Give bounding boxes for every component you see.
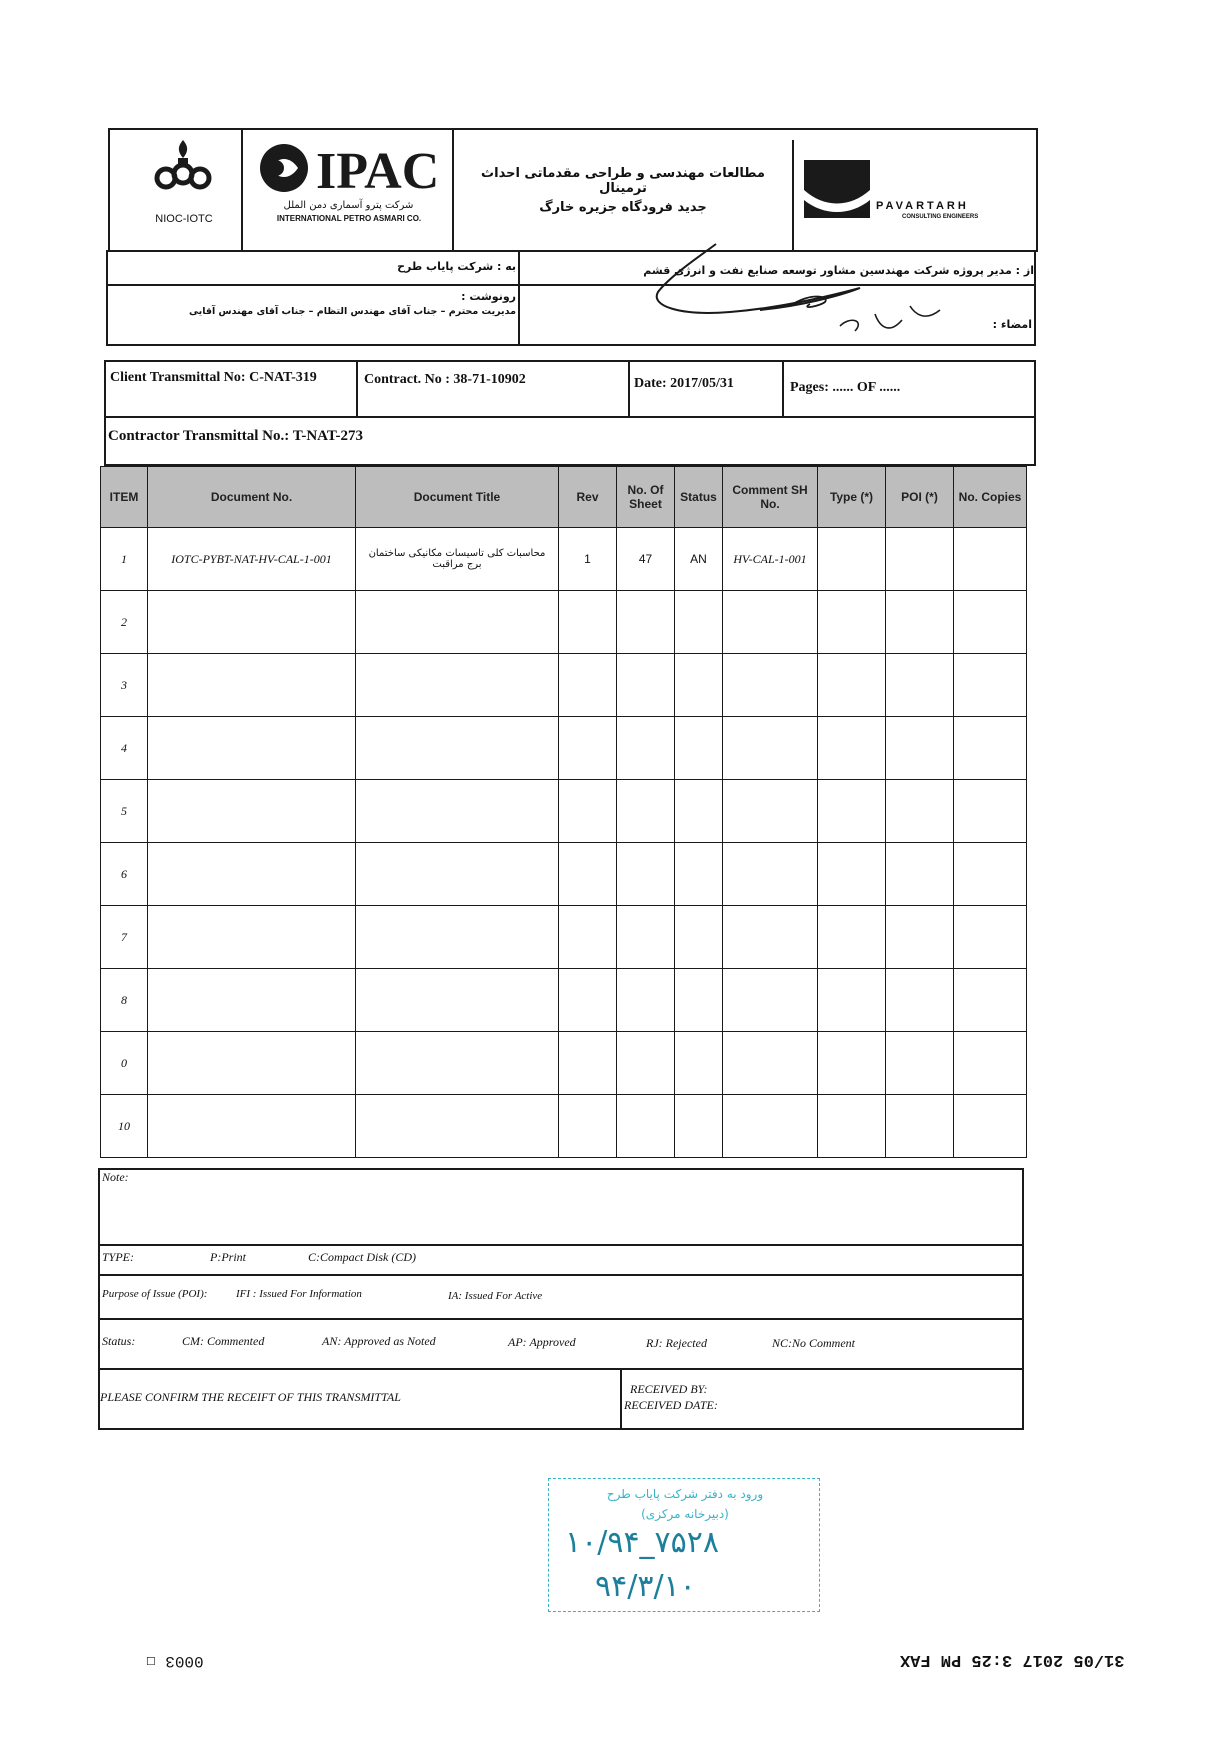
cell-comment-sh-no: HV-CAL-1-001 bbox=[723, 528, 818, 591]
ipac-logo bbox=[256, 140, 441, 196]
poi-ifi: IFI : Issued For Information bbox=[236, 1288, 362, 1300]
cell-rev bbox=[559, 717, 617, 780]
address-cc-divider bbox=[518, 286, 520, 344]
cell-document-no bbox=[148, 906, 356, 969]
cell-document-no: IOTC-PYBT-NAT-HV-CAL-1-001 bbox=[148, 528, 356, 591]
type-label: TYPE: bbox=[102, 1250, 135, 1264]
pages: Pages: ...... OF ...... bbox=[790, 380, 901, 395]
cell-status bbox=[675, 906, 723, 969]
cell-comment-sh-no bbox=[723, 780, 818, 843]
cell-document-title bbox=[356, 717, 559, 780]
header-no-of-sheet: No. Of Sheet bbox=[617, 467, 675, 528]
cell-document-no bbox=[148, 1095, 356, 1158]
cell-poi bbox=[886, 1095, 954, 1158]
cell-comment-sh-no bbox=[723, 1032, 818, 1095]
address-from: از : مدیر پروژه شرکت مهندسین مشاور توسعه صنایع نفت و انرژی قشم bbox=[643, 264, 1034, 277]
status-cm: CM: Commented bbox=[182, 1334, 265, 1348]
cell-document-title bbox=[356, 1032, 559, 1095]
tr-div-1 bbox=[356, 362, 358, 416]
cell-status bbox=[675, 843, 723, 906]
cell-status: AN bbox=[675, 528, 723, 591]
status-nc: NC:No Comment bbox=[772, 1336, 856, 1350]
received-date: RECEIVED DATE: bbox=[624, 1398, 718, 1412]
contract-no: Contract. No : 38-71-10902 bbox=[364, 372, 526, 387]
cell-document-title bbox=[356, 843, 559, 906]
nioc-logo bbox=[148, 136, 218, 196]
cell-poi bbox=[886, 591, 954, 654]
cell-document-no bbox=[148, 843, 356, 906]
header-divider-2 bbox=[452, 130, 454, 250]
ipac-logo-text: IPAC bbox=[316, 143, 440, 196]
cell-rev: 1 bbox=[559, 528, 617, 591]
received-by: RECEIVED BY: bbox=[630, 1382, 708, 1396]
cell-item: 8 bbox=[101, 969, 148, 1032]
cell-status bbox=[675, 591, 723, 654]
cell-comment-sh-no bbox=[723, 717, 818, 780]
document-table bbox=[100, 466, 1026, 1158]
cell-no-of-sheet bbox=[617, 1095, 675, 1158]
table-row bbox=[101, 528, 1027, 591]
cell-status bbox=[675, 654, 723, 717]
cell-no-of-sheet bbox=[617, 591, 675, 654]
cell-type bbox=[818, 528, 886, 591]
poi-ia: IA: Issued For Active bbox=[448, 1290, 543, 1302]
confirm-divider bbox=[620, 1370, 622, 1428]
cell-no-of-sheet bbox=[617, 843, 675, 906]
cell-rev bbox=[559, 654, 617, 717]
cell-comment-sh-no bbox=[723, 1095, 818, 1158]
cell-rev bbox=[559, 1032, 617, 1095]
status-an: AN: Approved as Noted bbox=[322, 1334, 436, 1348]
cell-document-title bbox=[356, 654, 559, 717]
cell-rev bbox=[559, 906, 617, 969]
cell-type bbox=[818, 591, 886, 654]
page-code-icon: ☐ bbox=[146, 1652, 156, 1670]
table-row bbox=[101, 654, 1027, 717]
header-comment-sh-no: Comment SH No. bbox=[723, 467, 818, 528]
contractor-transmittal-no: Contractor Transmittal No.: T-NAT-273 bbox=[108, 428, 363, 444]
header-document-no: Document No. bbox=[148, 467, 356, 528]
status-rj: RJ: Rejected bbox=[646, 1336, 707, 1350]
cell-no-of-sheet bbox=[617, 780, 675, 843]
cell-item: 6 bbox=[101, 843, 148, 906]
cell-document-title bbox=[356, 591, 559, 654]
page-code-text: 0003 bbox=[165, 1652, 204, 1670]
cell-no-copies bbox=[954, 654, 1027, 717]
status-label: Status: bbox=[102, 1334, 136, 1348]
pavartarh-name: PAVARTARH bbox=[876, 200, 969, 212]
nioc-text: NIOC-IOTC bbox=[155, 213, 213, 225]
cell-rev bbox=[559, 969, 617, 1032]
cell-item: 5 bbox=[101, 780, 148, 843]
cell-document-title bbox=[356, 1095, 559, 1158]
project-title-line1: مطالعات مهندسی و طراحی مقدماتی احداث ترمینال bbox=[481, 166, 765, 196]
header-type: Type (*) bbox=[818, 467, 886, 528]
header-poi: POI (*) bbox=[886, 467, 954, 528]
status-ap: AP: Approved bbox=[508, 1335, 576, 1349]
cell-type bbox=[818, 780, 886, 843]
cell-document-no bbox=[148, 969, 356, 1032]
cell-type bbox=[818, 843, 886, 906]
cell-status bbox=[675, 1032, 723, 1095]
table-row bbox=[101, 1032, 1027, 1095]
cell-poi bbox=[886, 780, 954, 843]
cell-rev bbox=[559, 780, 617, 843]
cell-no-copies bbox=[954, 1095, 1027, 1158]
cell-poi bbox=[886, 843, 954, 906]
cell-poi bbox=[886, 969, 954, 1032]
pavartarh-sub: CONSULTING ENGINEERS bbox=[902, 214, 979, 220]
cell-type bbox=[818, 1095, 886, 1158]
cell-poi bbox=[886, 654, 954, 717]
cell-no-copies bbox=[954, 906, 1027, 969]
cell-no-of-sheet: 47 bbox=[617, 528, 675, 591]
date: Date: 2017/05/31 bbox=[634, 376, 734, 391]
cell-document-no bbox=[148, 780, 356, 843]
cell-document-no bbox=[148, 591, 356, 654]
cell-no-of-sheet bbox=[617, 906, 675, 969]
pavartarh-logo bbox=[804, 160, 870, 218]
header-no-copies: No. Copies bbox=[954, 467, 1027, 528]
cc-text: مدیریت محترم – جناب آقای مهندس التظام – جناب آقای مهندس آقایی bbox=[189, 306, 516, 317]
cell-no-of-sheet bbox=[617, 654, 675, 717]
table-row bbox=[101, 843, 1027, 906]
cell-rev bbox=[559, 843, 617, 906]
cell-rev bbox=[559, 1095, 617, 1158]
cell-no-of-sheet bbox=[617, 1032, 675, 1095]
tr-div-3 bbox=[782, 362, 784, 416]
table-row bbox=[101, 906, 1027, 969]
cell-type bbox=[818, 969, 886, 1032]
cell-no-copies bbox=[954, 969, 1027, 1032]
fax-line: 31/05 2017 3:25 PM FAX bbox=[900, 1650, 1125, 1669]
cell-comment-sh-no bbox=[723, 654, 818, 717]
table-row bbox=[101, 591, 1027, 654]
client-transmittal-no: Client Transmittal No: C-NAT-319 bbox=[110, 370, 317, 385]
confirm-text: PLEASE CONFIRM THE RECEIFT OF THIS TRANSMITTAL bbox=[100, 1390, 401, 1404]
stamp-line1: ورود به دفتر شرکت پایاب طرح bbox=[606, 1487, 764, 1501]
cell-status bbox=[675, 969, 723, 1032]
stamp-date: ۹۴/۳/۱۰ bbox=[595, 1569, 696, 1604]
note-box bbox=[98, 1168, 1024, 1246]
header-item: ITEM bbox=[101, 467, 148, 528]
cell-document-title bbox=[356, 906, 559, 969]
cell-status bbox=[675, 717, 723, 780]
address-to: به : شرکت پایاب طرح bbox=[397, 260, 516, 273]
cell-poi bbox=[886, 906, 954, 969]
header-divider-3 bbox=[792, 140, 794, 250]
stamp-line2: (دبیرخانه مرکزی) bbox=[641, 1507, 729, 1521]
cell-item: 1 bbox=[101, 528, 148, 591]
cell-item: 0 bbox=[101, 1032, 148, 1095]
table-row bbox=[101, 969, 1027, 1032]
table-row bbox=[101, 780, 1027, 843]
cell-document-no bbox=[148, 717, 356, 780]
signature bbox=[640, 236, 970, 356]
cell-poi bbox=[886, 528, 954, 591]
header-divider-1 bbox=[241, 130, 243, 250]
ipac-en: INTERNATIONAL PETRO ASMARI CO. bbox=[276, 214, 422, 223]
cell-comment-sh-no bbox=[723, 969, 818, 1032]
cell-no-of-sheet bbox=[617, 969, 675, 1032]
page-code bbox=[146, 1652, 204, 1672]
cell-no-copies bbox=[954, 717, 1027, 780]
cell-item: 2 bbox=[101, 591, 148, 654]
cell-poi bbox=[886, 717, 954, 780]
poi-label: Purpose of Issue (POI): bbox=[102, 1288, 208, 1300]
type-cd: C:Compact Disk (CD) bbox=[308, 1250, 416, 1264]
cell-no-copies bbox=[954, 528, 1027, 591]
table-row bbox=[101, 1095, 1027, 1158]
cell-comment-sh-no bbox=[723, 843, 818, 906]
cell-item: 3 bbox=[101, 654, 148, 717]
cell-type bbox=[818, 1032, 886, 1095]
cell-no-of-sheet bbox=[617, 717, 675, 780]
ipac-fa: شرکت پترو آسماری دمن الملل bbox=[283, 200, 414, 211]
cell-type bbox=[818, 906, 886, 969]
cell-comment-sh-no bbox=[723, 906, 818, 969]
cell-rev bbox=[559, 591, 617, 654]
cell-no-copies bbox=[954, 1032, 1027, 1095]
note-label: Note: bbox=[102, 1170, 129, 1184]
cell-item: 4 bbox=[101, 717, 148, 780]
cell-item: 10 bbox=[101, 1095, 148, 1158]
cell-poi bbox=[886, 1032, 954, 1095]
cell-document-no bbox=[148, 1032, 356, 1095]
cell-status bbox=[675, 780, 723, 843]
cell-comment-sh-no bbox=[723, 591, 818, 654]
header-rev: Rev bbox=[559, 467, 617, 528]
cell-item: 7 bbox=[101, 906, 148, 969]
cell-no-copies bbox=[954, 591, 1027, 654]
table-header-row bbox=[101, 467, 1027, 528]
table-row bbox=[101, 717, 1027, 780]
address-to-divider bbox=[518, 252, 520, 284]
cell-document-no bbox=[148, 654, 356, 717]
header-document-title: Document Title bbox=[356, 467, 559, 528]
receipt-stamp bbox=[548, 1478, 820, 1612]
cell-document-title: محاسبات کلی تاسیسات مکانیکی ساختمان برج مراقبت bbox=[356, 528, 559, 591]
cell-no-copies bbox=[954, 843, 1027, 906]
type-print: P:Print bbox=[210, 1250, 246, 1264]
project-title-line2: جدید فرودگاه جزیره خارگ bbox=[539, 200, 707, 215]
cell-document-title bbox=[356, 969, 559, 1032]
stamp-number: ۱۰/۹۴_۷۵۲۸ bbox=[565, 1525, 720, 1560]
cell-type bbox=[818, 654, 886, 717]
tr-div-2 bbox=[628, 362, 630, 416]
sign-label: امضاء : bbox=[992, 318, 1032, 331]
header-status: Status bbox=[675, 467, 723, 528]
cc-label: رونوشت : bbox=[461, 290, 516, 303]
cell-document-title bbox=[356, 780, 559, 843]
cell-status bbox=[675, 1095, 723, 1158]
cell-type bbox=[818, 717, 886, 780]
cell-no-copies bbox=[954, 780, 1027, 843]
